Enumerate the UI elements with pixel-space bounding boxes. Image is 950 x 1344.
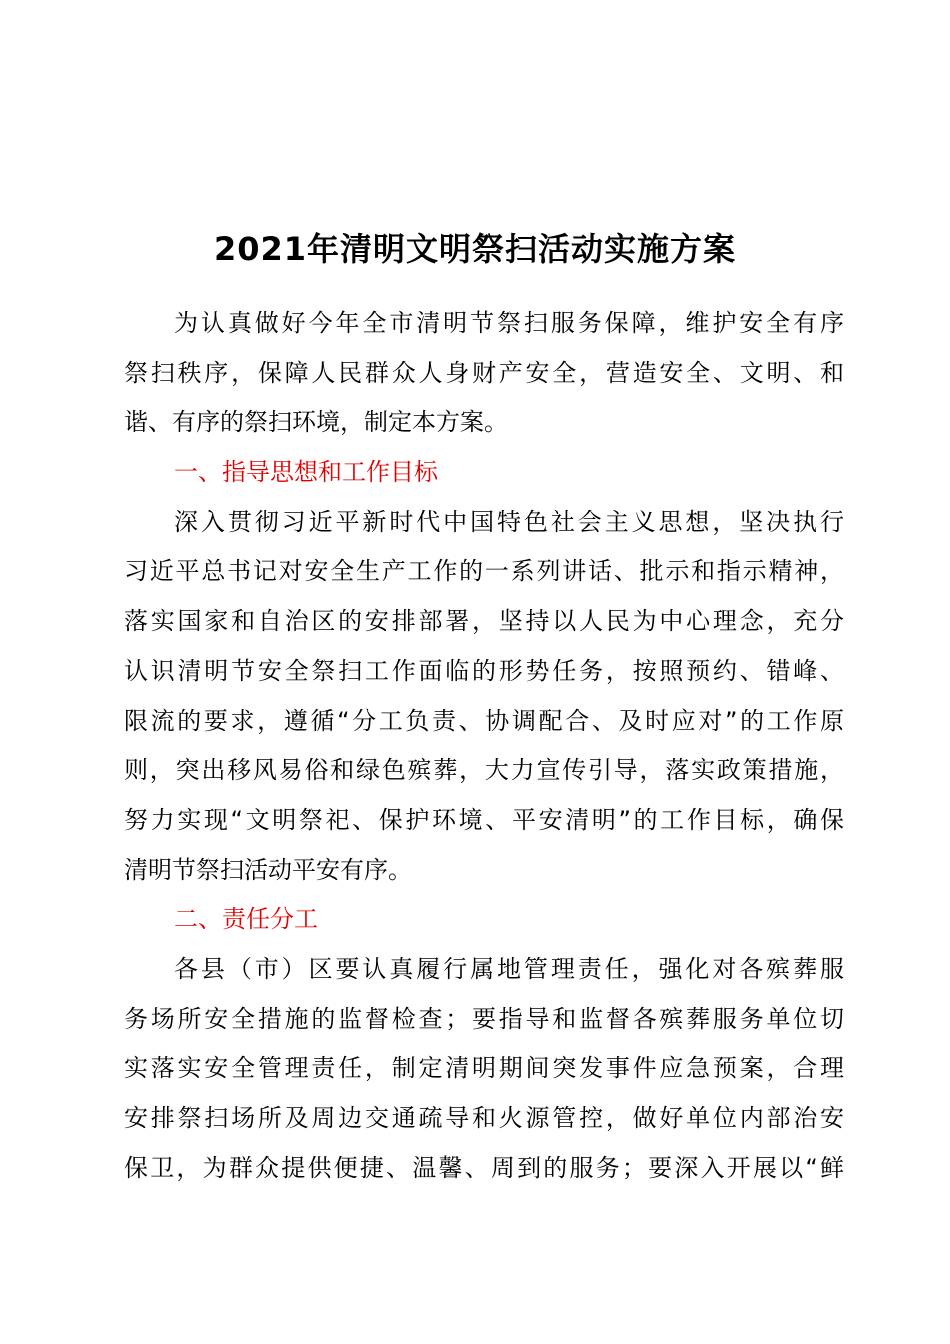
- paragraph-line: 实落实安全管理责任，制定清明期间突发事件应急预案，合理: [124, 1054, 844, 1083]
- paragraph-line: 祭扫秩序，保障人民群众人身财产安全，营造安全、文明、和: [124, 358, 844, 387]
- section-heading-1: 一、指导思想和工作目标: [174, 458, 438, 487]
- paragraph-line: 安排祭扫场所及周边交通疏导和火源管控，做好单位内部治安: [124, 1104, 844, 1132]
- paragraph-line: 各县（市）区要认真履行属地管理责任，强化对各殡葬服: [174, 954, 844, 983]
- paragraph-line: 落实国家和自治区的安排部署，坚持以人民为中心理念，充分: [124, 607, 844, 636]
- paragraph-line: 清明节祭扫活动平安有序。: [124, 855, 412, 884]
- paragraph-line: 保卫，为群众提供便捷、温馨、周到的服务；要深入开展以“鲜: [124, 1153, 844, 1182]
- paragraph-line: 务场所安全措施的监督检查；要指导和监督各殡葬服务单位切: [124, 1004, 844, 1033]
- paragraph-line: 谐、有序的祭扫环境，制定本方案。: [124, 408, 508, 437]
- document-body: [124, 299, 844, 1193]
- paragraph-line: 则，突出移风易俗和绿色殡葬，大力宣传引导，落实政策措施，: [124, 756, 844, 785]
- paragraph-line: 努力实现“文明祭祀、保护环境、平安清明”的工作目标，确保: [124, 805, 844, 834]
- paragraph-line: 深入贯彻习近平新时代中国特色社会主义思想，坚决执行: [174, 507, 844, 536]
- page-title: 2021年清明文明祭扫活动实施方案: [213, 230, 737, 268]
- paragraph-line: 认识清明节安全祭扫工作面临的形势任务，按照预约、错峰、: [124, 656, 844, 685]
- paragraph-line: 习近平总书记对安全生产工作的一系列讲话、批示和指示精神，: [124, 557, 844, 586]
- paragraph-line: 限流的要求，遵循“分工负责、协调配合、及时应对”的工作原: [124, 706, 844, 735]
- paragraph-line: 为认真做好今年全市清明节祭扫服务保障，维护安全有序: [174, 309, 844, 337]
- section-heading-2: 二、责任分工: [174, 905, 318, 934]
